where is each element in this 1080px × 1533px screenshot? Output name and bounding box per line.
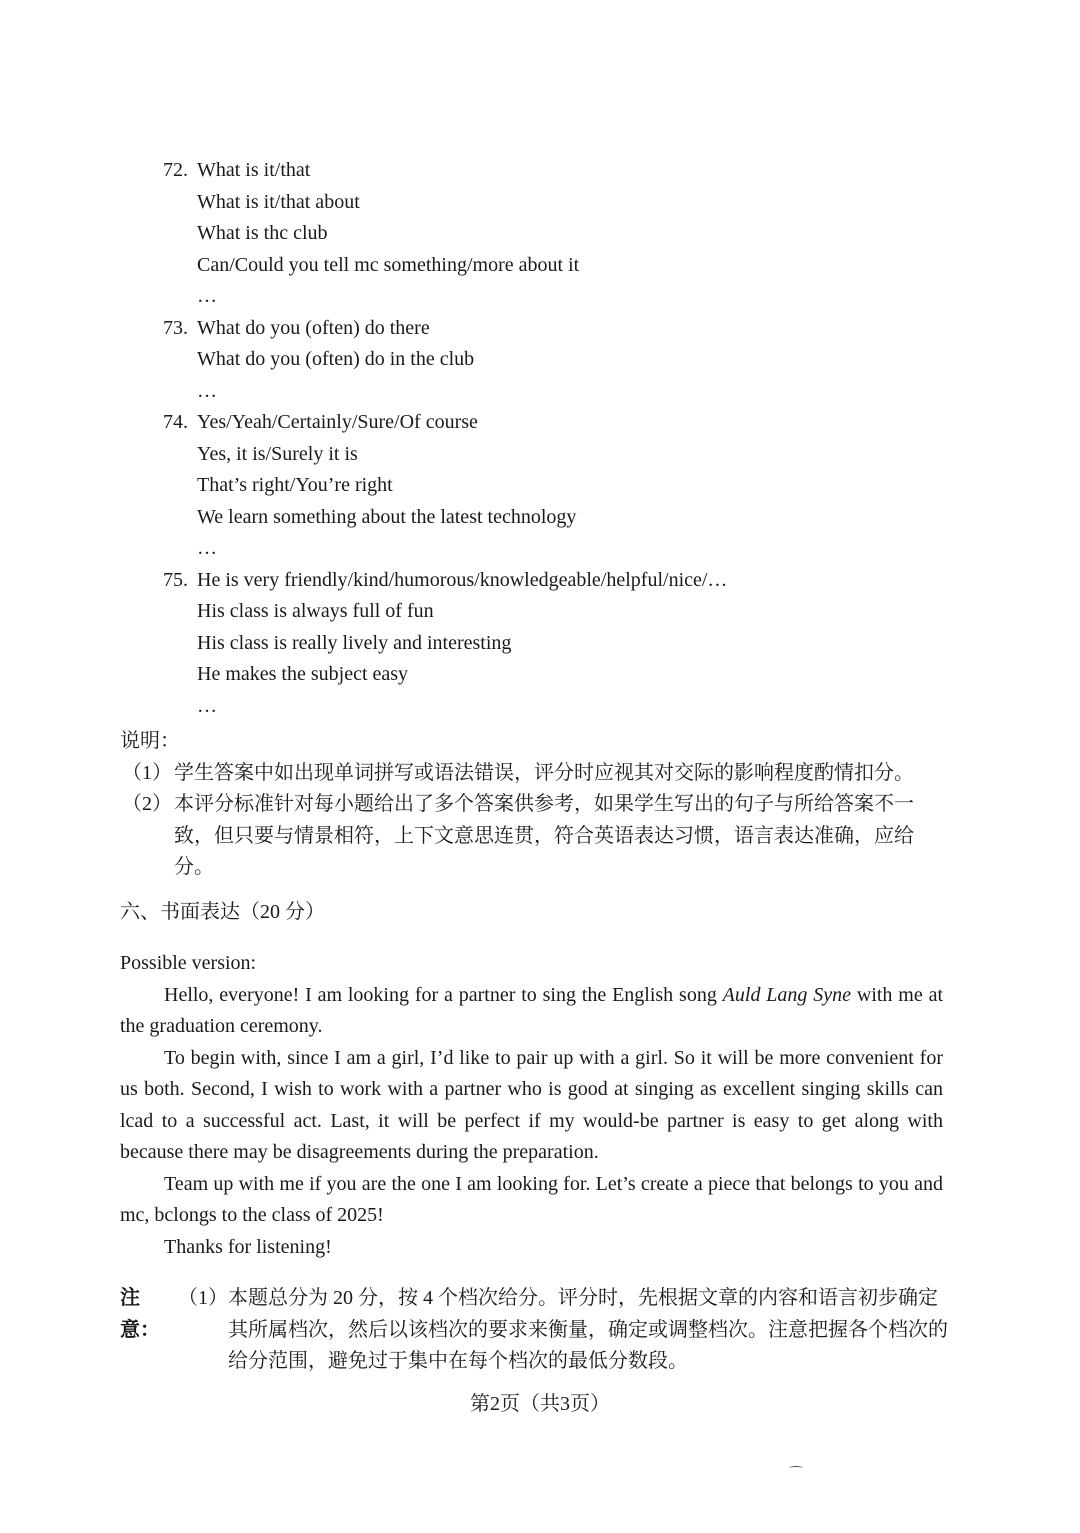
answer-line: Yes/Yeah/Certainly/Sure/Of course — [197, 411, 478, 433]
version-label: Possible version: — [120, 952, 257, 974]
note-item-2 — [120, 789, 950, 884]
answer-item-75 — [163, 565, 963, 723]
essay-text: Hello, everyone! I am looking for a partner to sing the English song — [164, 983, 723, 1006]
scan-mark — [789, 1466, 803, 1470]
attention-note — [120, 1283, 950, 1378]
page-number: 第2页（共3页） — [470, 1393, 610, 1415]
answer-line: What is thc club — [197, 222, 328, 244]
answer-line: What is it/that — [197, 159, 311, 181]
answer-line: That’s right/You’re right — [197, 474, 393, 496]
answer-number: 75. — [163, 568, 188, 591]
answer-ellipsis: … — [197, 285, 218, 307]
answer-line: Can/Could you tell mc something/more about it — [197, 253, 580, 276]
answer-line: We learn something about the latest technology — [197, 505, 577, 528]
note-marker: （2） — [122, 793, 172, 815]
essay-paragraph-1 — [120, 980, 943, 1043]
answer-line: He makes the subject easy — [197, 663, 409, 685]
answer-line: His class is really lively and interesting — [197, 631, 512, 654]
section-title: 六、书面表达（20 分） — [120, 901, 325, 923]
attention-marker: （1） — [178, 1287, 228, 1309]
answer-number: 74. — [163, 411, 188, 433]
note-item-1 — [120, 758, 950, 790]
essay-paragraph-3: Team up with me if you are the one I am looking for. Let’s create a piece that belongs to you and mc, bclongs to the class of 2025! — [120, 1172, 943, 1226]
answer-line: His class is always full of fun — [197, 600, 434, 622]
answer-line: What do you (often) do in the club — [197, 348, 475, 370]
answer-line: Yes, it is/Surely it is — [197, 442, 358, 465]
answer-ellipsis: … — [197, 537, 218, 559]
note-marker: （1） — [122, 761, 172, 784]
answer-ellipsis: … — [197, 694, 218, 717]
song-title: Auld Lang Syne — [722, 983, 852, 1006]
essay-paragraph-2: To begin with, since I am a girl, I’d like to pair up with a girl. So it will be more convenient for us both. Second, I wish to work with a partner who is good at singing as excellent singing skills can lcad to a successful act. Last, it will be perfect if my would-be partner is easy to get along with because there may be disagreements during the preparation. — [120, 1046, 943, 1163]
answer-item-74 — [163, 407, 963, 565]
attention-text: 本题总分为 20 分，按 4 个档次给分。评分时，先根据文章的内容和语言初步确定其所属档次，然后以该档次的要求来衡量，确定或调整档次。注意把握各个档次的给分范围，避免过于集中在每个档次的最低分数段。 — [228, 1287, 948, 1372]
answer-item-72 — [163, 155, 963, 313]
attention-label: 注意： — [120, 1287, 160, 1341]
answer-line: What do you (often) do there — [197, 316, 430, 339]
scoring-notes — [120, 726, 950, 884]
answer-item-73 — [163, 313, 963, 408]
essay-paragraph-4: Thanks for listening! — [164, 1235, 332, 1258]
answer-number: 72. — [163, 159, 188, 181]
answer-ellipsis: … — [197, 379, 218, 402]
sample-essay — [120, 948, 943, 1263]
answer-line: He is very friendly/kind/humorous/knowledgeable/helpful/nice/… — [197, 568, 728, 591]
note-text: 本评分标准针对每小题给出了多个答案供参考，如果学生写出的句子与所给答案不一致，但只要与情景相符，上下文意思连贯，符合英语表达习惯，语言表达准确，应给分。 — [174, 793, 914, 878]
answer-number: 73. — [163, 316, 188, 339]
essay-text: with me at the graduation ceremony. — [120, 983, 943, 1037]
answer-list — [163, 155, 963, 722]
answer-line: What is it/that about — [197, 190, 360, 213]
note-text: 学生答案中如出现单词拼写或语法错误，评分时应视其对交际的影响程度酌情扣分。 — [174, 761, 914, 784]
notes-heading: 说明： — [120, 730, 180, 752]
